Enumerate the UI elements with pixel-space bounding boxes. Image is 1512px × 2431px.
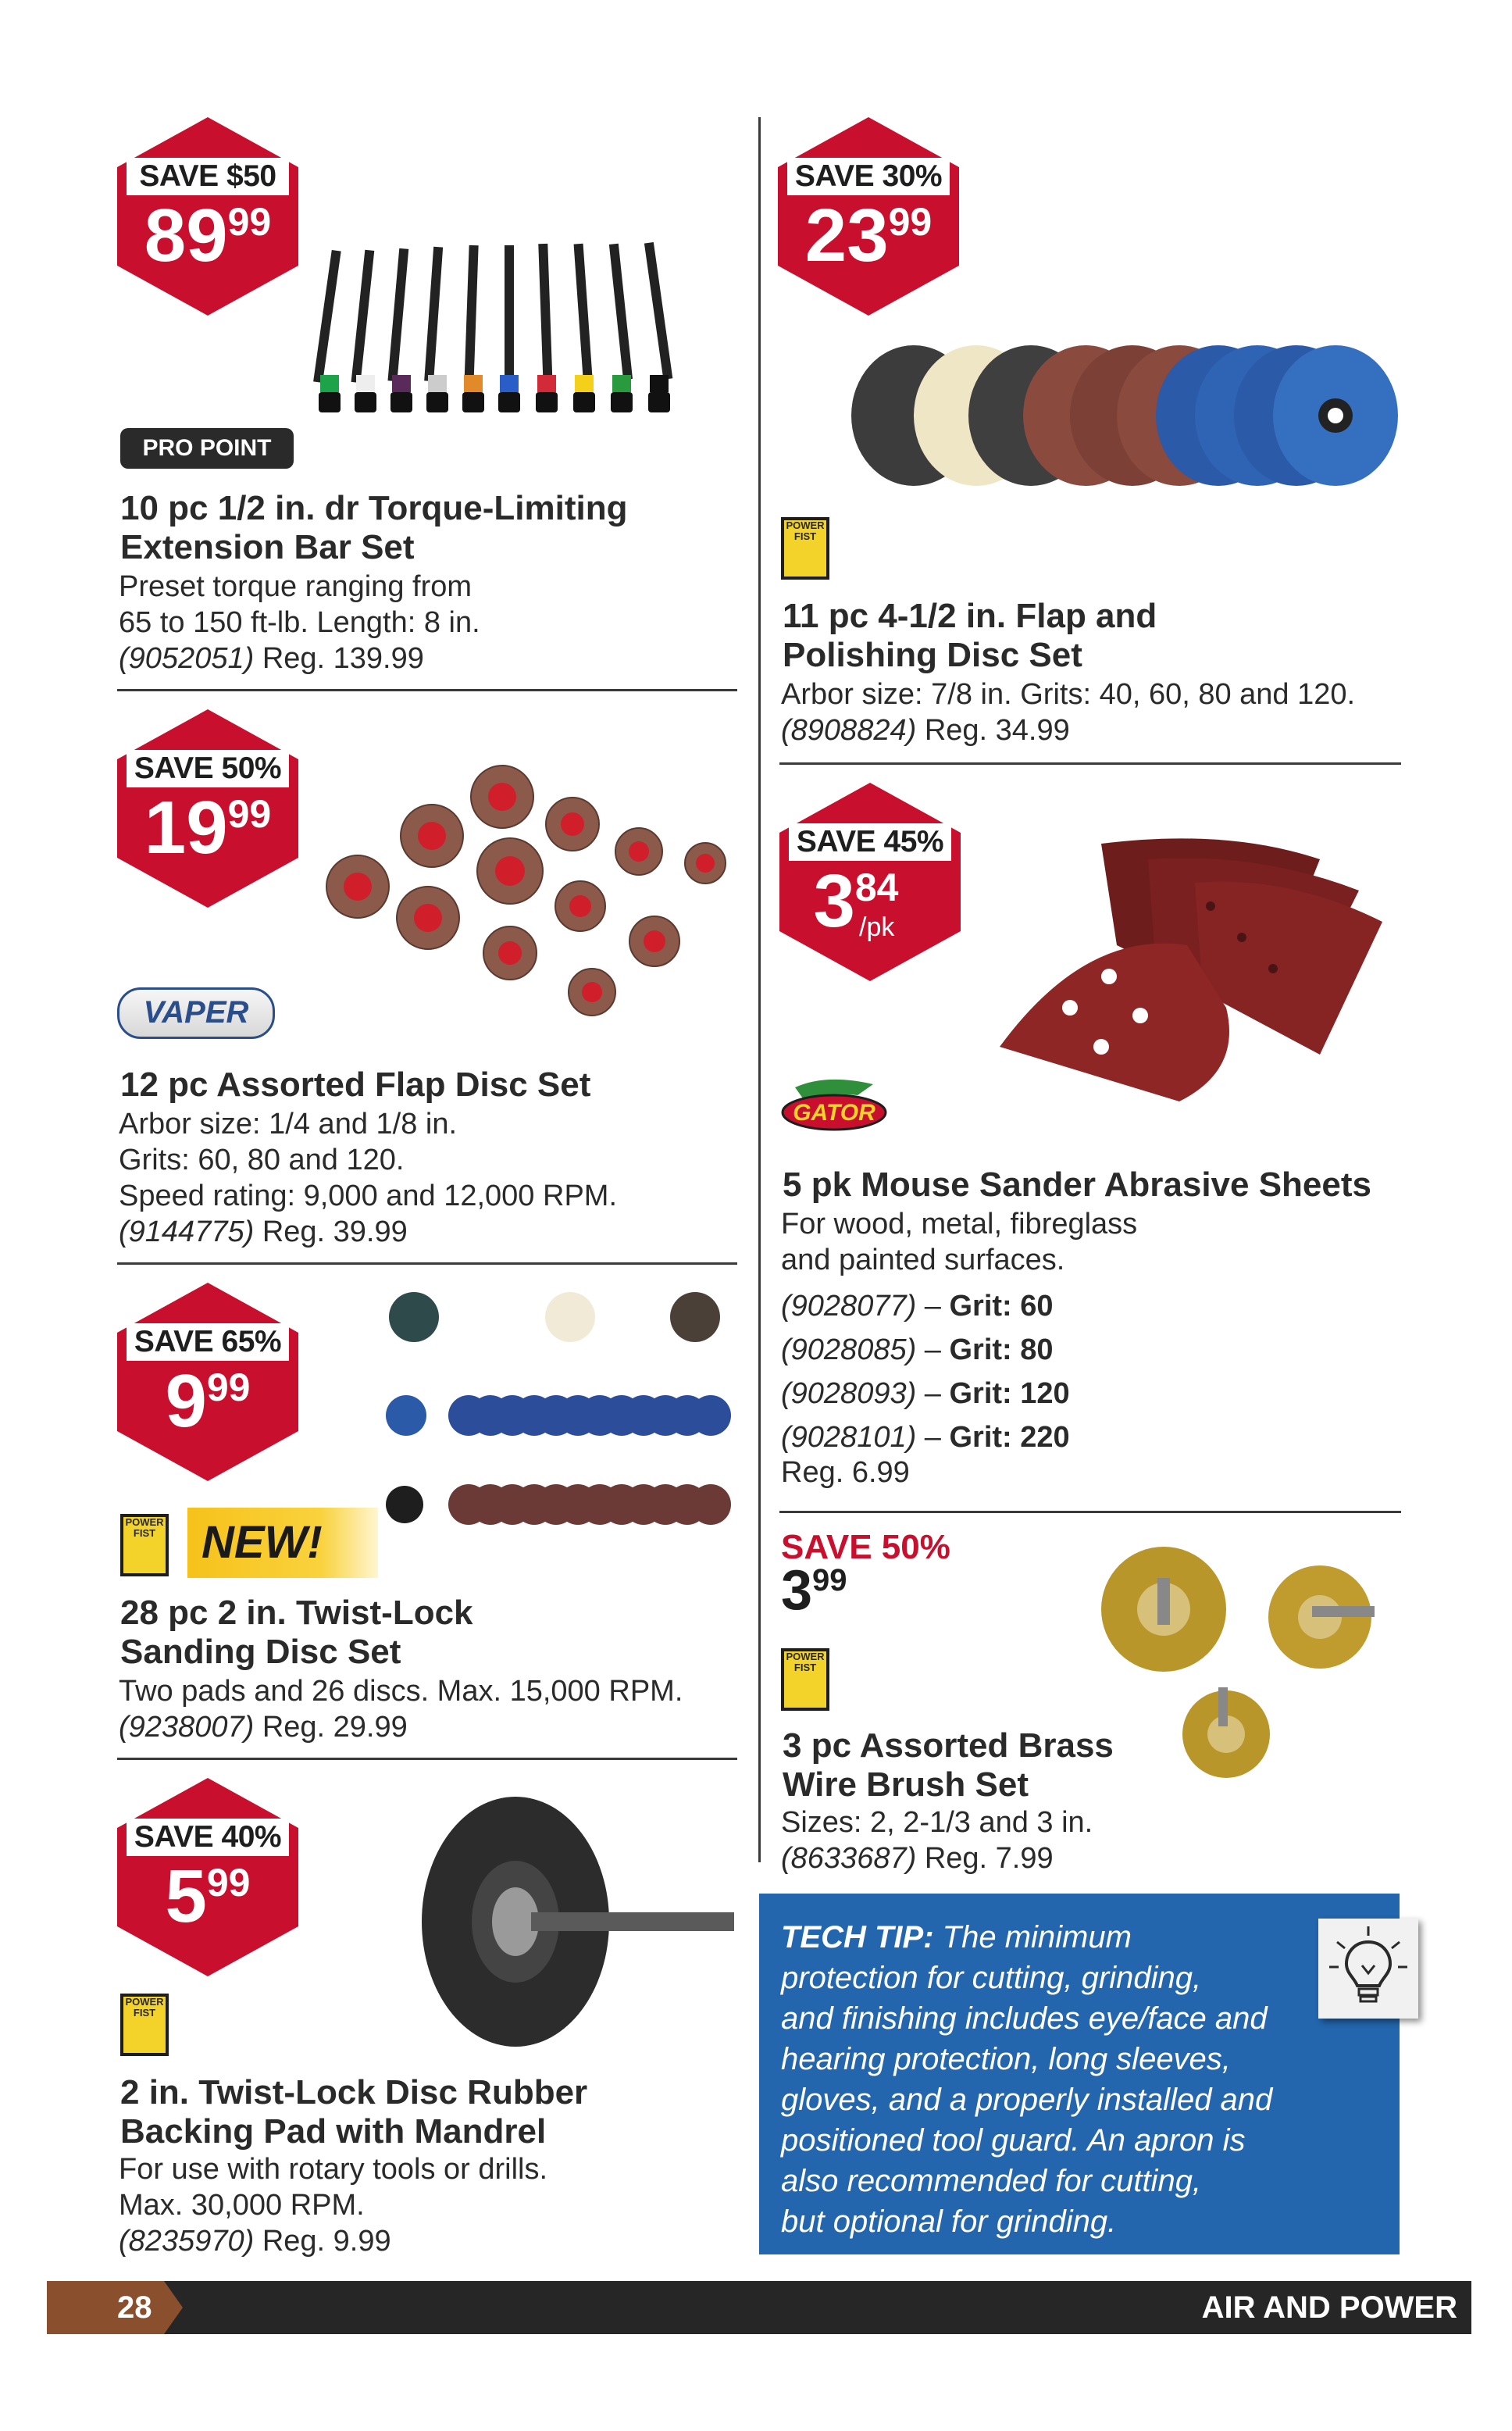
price-badge bbox=[117, 1283, 298, 1481]
product-description: Arbor size: 1/4 and 1/8 in. Grits: 60, 80 and 120. Speed rating: 9,000 and 12,000 RPM. (9144775) Reg. 39.99 bbox=[119, 1108, 618, 1248]
save-label: SAVE 45% bbox=[789, 823, 951, 861]
product-sku: (8908824) bbox=[781, 714, 917, 747]
backing-pad-image bbox=[422, 1789, 742, 2054]
vaper-logo: VAPER bbox=[117, 987, 275, 1039]
flap-polishing-disc-set-image bbox=[851, 337, 1406, 494]
power-fist-logo: POWER FIST bbox=[120, 1994, 169, 2056]
section-label: AIR AND POWER bbox=[1201, 2290, 1457, 2325]
sale-price: 2399 bbox=[804, 194, 933, 277]
power-fist-logo: POWER FIST bbox=[781, 1648, 829, 1711]
tech-tip-box: TECH TIP: The minimum protection for cutting, grinding, and finishing includes eye/face and hearing protection, long sleeves, gloves, and a properly installed and positioned tool guard. An apron is also recommended for cutting, but optional for grinding. bbox=[759, 1894, 1400, 2254]
regular-price: Reg. 39.99 bbox=[262, 1216, 408, 1248]
product-sku: (8633687) bbox=[781, 1842, 917, 1875]
price-badge bbox=[117, 117, 298, 316]
regular-price: Reg. 6.99 bbox=[781, 1456, 910, 1489]
grit-variant: (9028093) – Grit: 120 bbox=[781, 1377, 1070, 1410]
sale-price: 384 /pk bbox=[813, 859, 899, 943]
section-divider bbox=[779, 762, 1401, 765]
product-title: 5 pk Mouse Sander Abrasive Sheets bbox=[783, 1166, 1371, 1204]
tech-tip-label: TECH TIP: bbox=[781, 1920, 934, 1954]
sale-price: 999 bbox=[165, 1359, 251, 1443]
mouse-sander-sheets-image bbox=[992, 812, 1398, 1109]
product-title: 2 in. Twist-Lock Disc Rubber Backing Pad with Mandrel bbox=[120, 2073, 588, 2151]
regular-price: Reg. 34.99 bbox=[924, 714, 1070, 747]
flap-disc-set-image bbox=[311, 750, 748, 1039]
price-badge bbox=[117, 1778, 298, 1976]
product-sku: (9052051) bbox=[119, 642, 255, 675]
power-fist-logo: POWER FIST bbox=[781, 517, 829, 580]
product-title: 12 pc Assorted Flap Disc Set bbox=[120, 1066, 591, 1104]
save-label: SAVE 50% bbox=[127, 750, 289, 787]
sale-price: 599 bbox=[165, 1854, 251, 1938]
product-title: 3 pc Assorted Brass Wire Brush Set bbox=[783, 1726, 1114, 1804]
lightbulb-icon bbox=[1318, 1919, 1418, 2019]
extension-bar-set-image bbox=[312, 227, 750, 422]
grit-variant: (9028077) – Grit: 60 bbox=[781, 1290, 1054, 1323]
save-label: SAVE $50 bbox=[127, 158, 289, 195]
section-divider bbox=[117, 1262, 737, 1265]
new-label: NEW! bbox=[187, 1508, 378, 1578]
save-label: SAVE 30% bbox=[787, 158, 950, 195]
product-title: 11 pc 4-1/2 in. Flap and Polishing Disc Set bbox=[783, 597, 1157, 674]
product-description: Sizes: 2, 2-1/3 and 3 in. (8633687) Reg. 7.99 bbox=[781, 1806, 1093, 1875]
product-sku: (8235970) bbox=[119, 2225, 255, 2258]
product-description: For wood, metal, fibreglass and painted surfaces. bbox=[781, 1208, 1138, 1276]
power-fist-logo: POWER FIST bbox=[120, 1514, 169, 1576]
regular-price: Reg. 139.99 bbox=[262, 642, 424, 675]
save-label: SAVE 40% bbox=[127, 1819, 289, 1856]
product-description: Two pads and 26 discs. Max. 15,000 RPM. (9238007) Reg. 29.99 bbox=[119, 1675, 683, 1744]
sale-price: 8999 bbox=[144, 194, 272, 277]
page-number-arrow bbox=[164, 2281, 183, 2334]
grit-variant-list bbox=[781, 1284, 1070, 1459]
price-badge bbox=[117, 709, 298, 908]
section-divider bbox=[779, 1511, 1401, 1513]
gator-logo: GATOR bbox=[779, 1072, 889, 1134]
section-divider bbox=[117, 1758, 737, 1760]
price-badge bbox=[779, 783, 961, 981]
product-description: For use with rotary tools or drills. Max. 30,000 RPM. (8235970) Reg. 9.99 bbox=[119, 2153, 548, 2258]
page-number: 28 bbox=[47, 2281, 164, 2334]
regular-price: Reg. 7.99 bbox=[924, 1842, 1054, 1875]
price-badge bbox=[778, 117, 959, 316]
pro-point-logo: PRO POINT bbox=[120, 428, 294, 469]
sale-price: 1999 bbox=[144, 786, 272, 869]
product-sku: (9238007) bbox=[119, 1711, 255, 1744]
wire-brush-set-image bbox=[1086, 1547, 1398, 1781]
product-title: 28 pc 2 in. Twist-Lock Sanding Disc Set bbox=[120, 1594, 473, 1671]
regular-price: Reg. 29.99 bbox=[262, 1711, 408, 1744]
sale-price: 399 bbox=[781, 1559, 847, 1622]
grit-variant: (9028101) – Grit: 220 bbox=[781, 1421, 1070, 1454]
column-divider bbox=[758, 117, 761, 1862]
product-title: 10 pc 1/2 in. dr Torque-Limiting Extension Bar Set bbox=[120, 489, 628, 566]
product-description: Preset torque ranging from 65 to 150 ft-lb. Length: 8 in. (9052051) Reg. 139.99 bbox=[119, 570, 480, 675]
save-label: SAVE 50% bbox=[781, 1528, 950, 1566]
save-label: SAVE 65% bbox=[127, 1323, 289, 1361]
regular-price: Reg. 9.99 bbox=[262, 2225, 391, 2258]
section-divider bbox=[117, 689, 737, 691]
grit-variant: (9028085) – Grit: 80 bbox=[781, 1333, 1054, 1366]
product-description: Arbor size: 7/8 in. Grits: 40, 60, 80 and 120. (8908824) Reg. 34.99 bbox=[781, 678, 1356, 747]
sanding-disc-set-image bbox=[367, 1278, 742, 1544]
product-sku: (9144775) bbox=[119, 1216, 255, 1248]
